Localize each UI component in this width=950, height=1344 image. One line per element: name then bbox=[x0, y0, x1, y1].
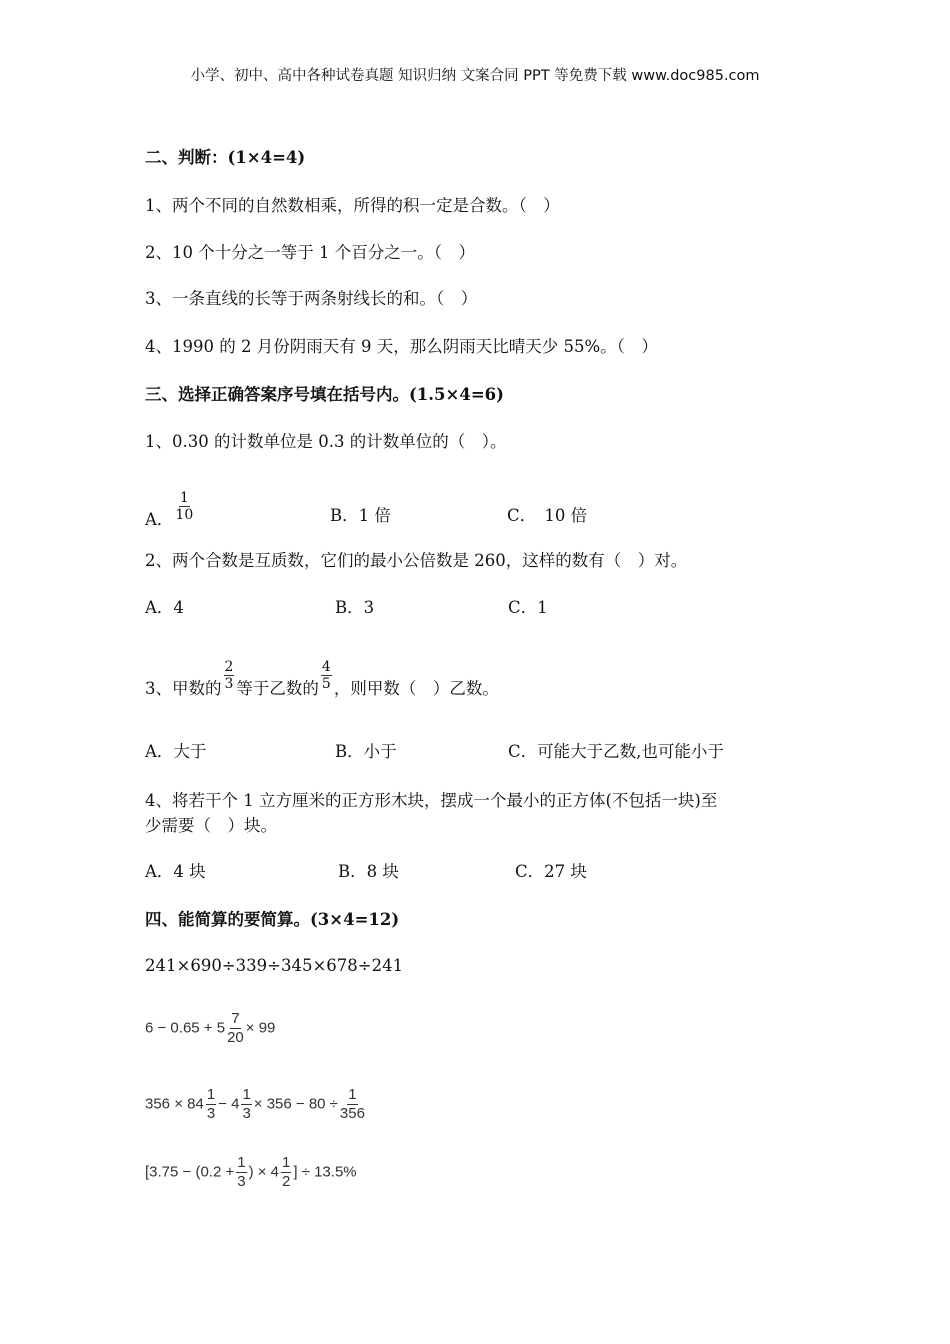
page-header: 小学、初中、高中各种试卷真题 知识归纳 文案合同 PPT 等免费下载 www.doc985.com bbox=[190, 68, 760, 84]
numerator: 4 bbox=[321, 659, 331, 675]
expression-1: 241×690÷339÷345×678÷241 bbox=[145, 956, 404, 975]
section-4-title: 四、能简算的要简算。(3×4=12) bbox=[145, 910, 400, 929]
expression-3 bbox=[145, 1086, 367, 1123]
text: 等于乙数的 bbox=[236, 679, 319, 698]
section-3-title: 三、选择正确答案序号填在括号内。(1.5×4=6) bbox=[145, 385, 504, 404]
choice-q1-option-b: B．1 倍 bbox=[330, 506, 391, 525]
choice-q3 bbox=[145, 659, 499, 706]
denominator: 356 bbox=[339, 1105, 365, 1122]
choice-q4-option-b: B．8 块 bbox=[338, 862, 399, 881]
option-label: A． bbox=[145, 510, 174, 529]
numerator: 1 bbox=[206, 1086, 216, 1103]
numerator: 1 bbox=[282, 1154, 291, 1171]
denominator: 10 bbox=[175, 507, 194, 523]
choice-q4-option-c: C．27 块 bbox=[515, 862, 587, 881]
choice-q2-option-c: C．1 bbox=[508, 598, 548, 617]
fraction bbox=[241, 1086, 251, 1123]
choice-q3-option-c: C．可能大于乙数,也可能小于 bbox=[508, 742, 724, 761]
expression-4 bbox=[145, 1154, 357, 1191]
numerator: 2 bbox=[224, 659, 234, 675]
choice-q4-line-2: 少需要（ ）块。 bbox=[145, 816, 277, 835]
fraction bbox=[281, 1154, 291, 1191]
text: 356 × 84 bbox=[145, 1095, 204, 1113]
text: 6 − 0.65 + 5 bbox=[145, 1019, 226, 1037]
choice-q3-option-a: A．大于 bbox=[145, 742, 207, 761]
text: [3.75 − (0.2 + bbox=[145, 1163, 235, 1181]
fraction bbox=[227, 1010, 244, 1047]
choice-q4-option-a: A．4 块 bbox=[145, 862, 206, 881]
fraction bbox=[175, 490, 193, 523]
text: ，则甲数（ ）乙数。 bbox=[333, 679, 499, 698]
numerator: 1 bbox=[179, 490, 189, 506]
denominator: 5 bbox=[321, 676, 331, 692]
choice-q1-option-c: C． 10 倍 bbox=[507, 506, 588, 525]
choice-q2: 2、两个合数是互质数，它们的最小公倍数是 260，这样的数有（ ）对。 bbox=[145, 551, 688, 570]
fraction bbox=[206, 1086, 216, 1123]
judge-item-1: 1、两个不同的自然数相乘，所得的积一定是合数。（ ） bbox=[145, 196, 560, 215]
choice-q2-option-a: A．4 bbox=[145, 598, 184, 617]
fraction bbox=[224, 659, 235, 692]
choice-q4-line-1: 4、将若干个 1 立方厘米的正方形木块，摆成一个最小的正方体(不包括一块)至 bbox=[145, 791, 718, 810]
judge-item-2: 2、10 个十分之一等于 1 个百分之一。（ ） bbox=[145, 243, 475, 262]
denominator: 3 bbox=[224, 676, 234, 692]
choice-q1-option-a bbox=[145, 490, 195, 537]
choice-q1: 1、0.30 的计数单位是 0.3 的计数单位的（ ）。 bbox=[145, 432, 507, 451]
fraction bbox=[340, 1086, 365, 1123]
numerator: 1 bbox=[242, 1086, 251, 1103]
choice-q3-option-b: B．小于 bbox=[335, 742, 397, 761]
text: × 356 − 80 ÷ bbox=[253, 1095, 338, 1113]
numerator: 1 bbox=[348, 1086, 357, 1103]
text: − 4 bbox=[218, 1095, 240, 1113]
denominator: 2 bbox=[282, 1173, 291, 1190]
denominator: 3 bbox=[242, 1105, 251, 1122]
judge-item-4: 4、1990 的 2 月份阴雨天有 9 天，那么阴雨天比晴天少 55%。（ ） bbox=[145, 337, 658, 356]
choice-q2-option-b: B．3 bbox=[335, 598, 375, 617]
denominator: 20 bbox=[227, 1029, 244, 1046]
expression-2 bbox=[145, 1010, 275, 1047]
denominator: 3 bbox=[237, 1173, 246, 1190]
denominator: 3 bbox=[206, 1105, 216, 1122]
fraction bbox=[321, 659, 332, 692]
text: ] ÷ 13.5% bbox=[293, 1163, 357, 1181]
text: × 99 bbox=[245, 1019, 276, 1037]
text: ) × 4 bbox=[248, 1163, 280, 1181]
numerator: 1 bbox=[237, 1154, 246, 1171]
numerator: 7 bbox=[231, 1010, 240, 1027]
fraction bbox=[236, 1154, 246, 1191]
section-2-title: 二、判断：(1×4=4) bbox=[145, 148, 306, 167]
text: 3、甲数的 bbox=[145, 679, 222, 698]
judge-item-3: 3、一条直线的长等于两条射线长的和。（ ） bbox=[145, 289, 478, 308]
